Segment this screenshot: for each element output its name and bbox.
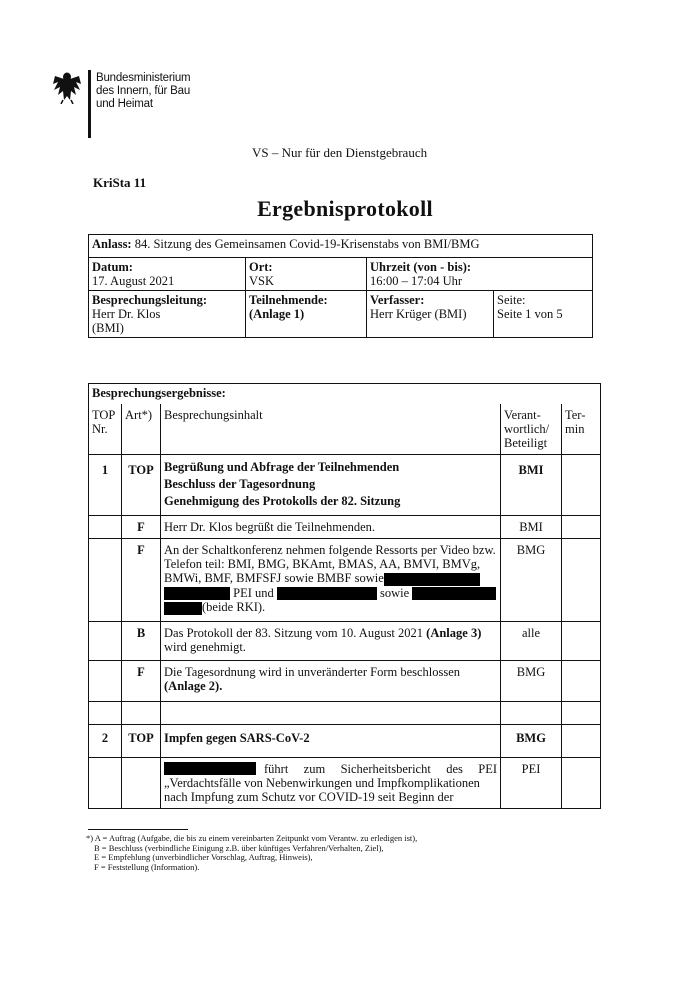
table-row: führt zum Sicherheitsbericht des PEI „Verdachtsfälle von Nebenwirkungen und Impfkomplikationen nach Impfung zum Schutz vor COVID-19 seit Beginn der PEI — [89, 758, 601, 809]
ministry-name: Bundesministerium des Innern, für Bau und Heimat — [96, 72, 191, 110]
redacted-block — [384, 573, 480, 586]
logo-divider — [88, 70, 91, 138]
anlass-cell: Anlass: 84. Sitzung des Gemeinsamen Covid-19-Krisenstabs von BMI/BMG — [89, 235, 593, 258]
page-title: Ergebnisprotokoll — [257, 196, 433, 221]
table-row: 1 TOP Begrüßung und Abfrage der Teilnehmenden Beschluss der Tagesordnung Genehmigung des Protokolls der 82. Sitzung BMI — [89, 455, 601, 516]
footnote-divider — [88, 829, 188, 830]
col-inhalt-header: Besprechungsinhalt — [161, 404, 501, 455]
table-row: F Herr Dr. Klos begrüßt die Teilnehmenden. BMI — [89, 516, 601, 539]
verfasser-cell: Verfasser: Herr Krüger (BMI) — [367, 291, 494, 338]
footnote: *) A = Auftrag (Aufgabe, die bis zu einem vereinbarten Zeitpunkt vom Verantw. zu erledigen ist), B = Beschluss (verbindliche Einigung z.B. über künftiges Verfahren/Verhalten, Ziel), E = Empfehlung (unverbindlicher Vorschlag, Auftrag, Hinweis), F = Feststellung (Information). — [86, 833, 418, 872]
col-verant-header: Verant-wortlich/ Beteiligt — [501, 404, 562, 455]
table-row: B Das Protokoll der 83. Sitzung vom 10. August 2021 (Anlage 3) wird genehmigt. alle — [89, 622, 601, 661]
redacted-block — [164, 587, 230, 600]
seite-cell: Seite: Seite 1 von 5 — [494, 291, 593, 338]
results-table — [88, 383, 601, 809]
table-row — [89, 702, 601, 725]
col-top-header: TOP Nr. — [89, 404, 122, 455]
ort-cell: Ort: VSK — [246, 258, 367, 291]
redacted-block — [164, 602, 202, 615]
federal-eagle-icon — [52, 70, 82, 104]
redacted-block — [277, 587, 377, 600]
table-row: F An der Schaltkonferenz nehmen folgende Ressorts per Video bzw. Telefon teil: BMI, BMG, BKAmt, BMAS, AA, BMVI, BMVg, BMWi, BMF, BMFSFJ sowie BMBF sowie PEI und sowie (beide RKI). BMG — [89, 539, 601, 622]
redacted-block — [164, 762, 256, 775]
datum-cell: Datum: 17. August 2021 — [89, 258, 246, 291]
results-section-title: Besprechungsergebnisse: — [89, 384, 601, 405]
classification-label: VS – Nur für den Dienstgebrauch — [252, 145, 428, 160]
table-row: 2 TOP Impfen gegen SARS-CoV-2 BMG — [89, 725, 601, 758]
meeting-info-table — [88, 234, 593, 338]
leitung-cell: Besprechungsleitung: Herr Dr. Klos (BMI) — [89, 291, 246, 338]
redacted-block — [412, 587, 496, 600]
col-termin-header: Ter-min — [562, 404, 601, 455]
uhrzeit-cell: Uhrzeit (von - bis): 16:00 – 17:04 Uhr — [367, 258, 593, 291]
teilnehmende-cell: Teilnehmende: (Anlage 1) — [246, 291, 367, 338]
table-row: F Die Tagesordnung wird in unveränderter Form beschlossen (Anlage 2). BMG — [89, 661, 601, 702]
document-code: KriSta 11 — [93, 175, 147, 190]
col-art-header: Art*) — [122, 404, 161, 455]
